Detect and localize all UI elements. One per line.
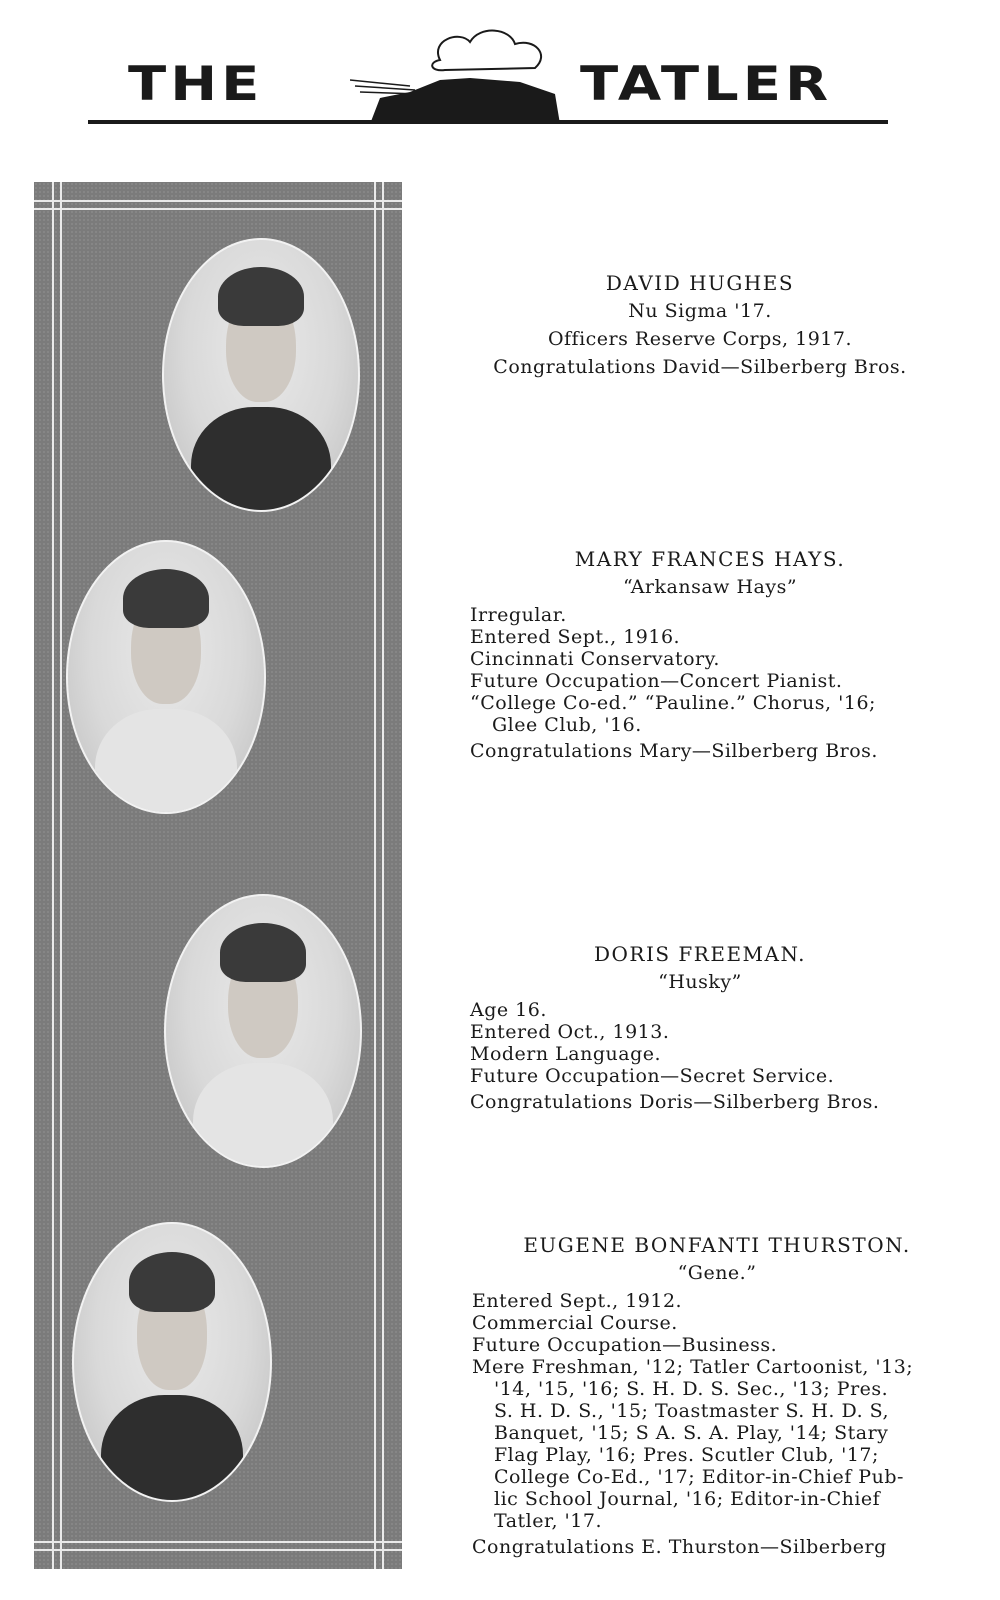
masthead-baseline (88, 120, 888, 124)
entry-line: S. H. D. S., '15; Toastmaster S. H. D. S, (494, 1400, 890, 1422)
entry-congrats: Congratulations Doris—Silberberg Bros. (470, 1091, 880, 1113)
entry-line: Future Occupation—Concert Pianist. (470, 670, 843, 692)
entry-line: Future Occupation—Secret Service. (470, 1065, 835, 1087)
entry-line: Tatler, '17. (494, 1510, 602, 1532)
entry-line: “College Co-ed.” “Pauline.” Chorus, '16; (470, 692, 876, 714)
entry-congrats: Congratulations E. Thurston—Silberberg (472, 1536, 887, 1558)
entry-line: Nu Sigma '17. (628, 300, 772, 322)
entry-mary-frances-hays (470, 548, 950, 762)
entry-line: Banquet, '15; S A. S. A. Play, '14; Stary (494, 1422, 889, 1444)
entry-line: Cincinnati Conservatory. (470, 648, 720, 670)
portrait-eugene-thurston (72, 1222, 272, 1502)
panel-rule (374, 182, 376, 1569)
entry-congrats: Congratulations David—Silberberg Bros. (493, 356, 907, 378)
entry-name: MARY FRANCES HAYS. (574, 547, 846, 571)
entry-eugene-thurston (472, 1234, 962, 1558)
masthead-logo-icon (350, 20, 570, 125)
entry-line: Commercial Course. (472, 1312, 678, 1334)
entry-line: Irregular. (470, 604, 567, 626)
panel-rule (34, 208, 402, 210)
entry-doris-freeman (470, 943, 930, 1113)
panel-rule (52, 182, 54, 1569)
entry-david-hughes (470, 272, 930, 378)
entry-line: '14, '15, '16; S. H. D. S. Sec., '13; Pres. (494, 1378, 889, 1400)
entry-line: Entered Oct., 1913. (470, 1021, 670, 1043)
entry-line: Glee Club, '16. (492, 714, 642, 736)
photo-panel (34, 182, 402, 1569)
entry-line: Officers Reserve Corps, 1917. (547, 328, 853, 350)
masthead-the: THE (128, 56, 264, 113)
entry-name: EUGENE BONFANTI THURSTON. (523, 1233, 911, 1257)
masthead (80, 20, 900, 130)
entry-name: DORIS FREEMAN. (593, 942, 807, 966)
panel-rule (34, 1549, 402, 1551)
entry-line: Age 16. (470, 999, 547, 1021)
entry-nickname: “Husky” (658, 971, 742, 993)
portrait-david-hughes (162, 238, 360, 512)
entry-line: Entered Sept., 1916. (470, 626, 681, 648)
entry-name: DAVID HUGHES (605, 271, 795, 295)
entry-line: Flag Play, '16; Pres. Scutler Club, '17; (494, 1444, 879, 1466)
portrait-mary-frances-hays (66, 540, 266, 814)
entry-nickname: “Gene.” (677, 1262, 757, 1284)
entry-line: College Co-Ed., '17; Editor-in-Chief Pub- (494, 1466, 904, 1488)
entry-line: Entered Sept., 1912. (472, 1290, 683, 1312)
panel-rule (34, 1541, 402, 1543)
portrait-doris-freeman (164, 894, 362, 1168)
masthead-tatler: TATLER (580, 56, 833, 113)
panel-rule (60, 182, 62, 1569)
panel-rule (382, 182, 384, 1569)
entry-line: Modern Language. (470, 1043, 662, 1065)
entry-line: Mere Freshman, '12; Tatler Cartoonist, '13; (472, 1356, 914, 1378)
entry-nickname: “Arkansaw Hays” (622, 576, 798, 598)
panel-rule (34, 200, 402, 202)
entry-congrats: Congratulations Mary—Silberberg Bros. (470, 740, 878, 762)
entry-line: Future Occupation—Business. (472, 1334, 778, 1356)
entry-line: lic School Journal, '16; Editor-in-Chief (494, 1488, 881, 1510)
